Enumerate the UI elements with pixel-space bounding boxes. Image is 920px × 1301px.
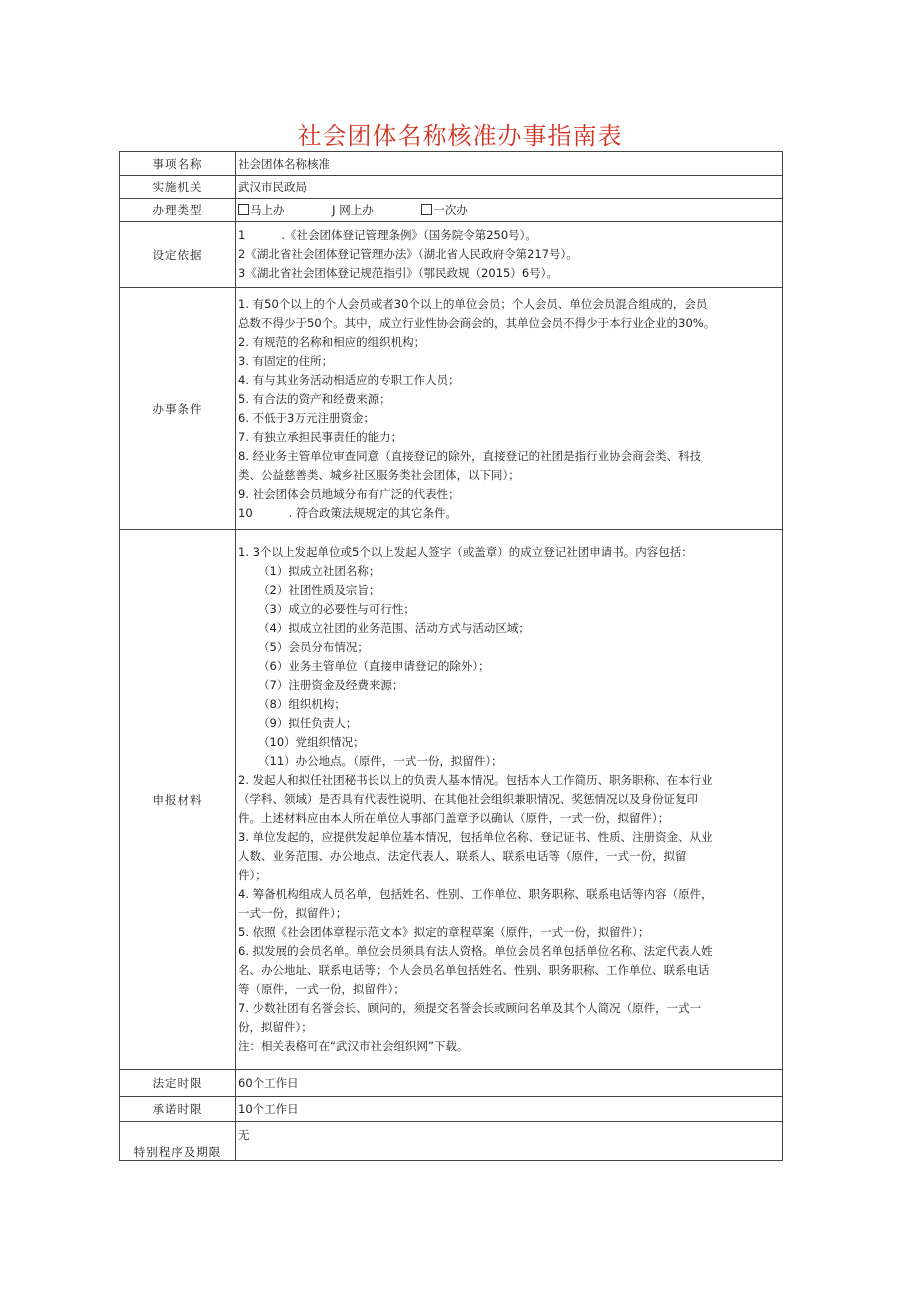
label-special: 特别程序及期限 xyxy=(120,1122,236,1161)
checkbox-icon xyxy=(238,204,249,215)
material-line: 5. 依照《社会团体章程示范文本》拟定的章程草案（原件，一式一份，拟留件）； xyxy=(238,925,650,939)
material-sub-item: （2）社团性质及宗旨； xyxy=(258,583,381,597)
option-once-label: 一次办 xyxy=(433,203,468,217)
row-agency xyxy=(120,176,783,199)
basis-line: 1 .《社会团体登记管理条例》（国务院令第250号）。 xyxy=(238,228,537,242)
condition-line: 8. 经业务主管单位审查同意（直接登记的除外，直接登记的社团是指行业协会商会类、科技 xyxy=(238,448,702,463)
material-sub-item: （9）拟任负责人； xyxy=(258,716,358,730)
material-line: 1. 3个以上发起单位或5个以上发起人签字（或盖章）的成立登记社团申请书。内容包括： xyxy=(238,545,693,559)
value-item-name: 社会团体名称核准 xyxy=(236,152,783,176)
row-item-name xyxy=(120,152,783,176)
guide-table xyxy=(119,151,783,1161)
material-sub-item: （10）党组织情况； xyxy=(258,735,365,749)
material-sub-item: （8）组织机构； xyxy=(258,697,346,711)
page-title: 社会团体名称核准办事指南表 xyxy=(297,122,623,150)
condition-line: 10 . 符合政策法规规定的其它条件。 xyxy=(238,505,457,520)
condition-line: 类、公益慈善类、城乡社区服务类社会团体，以下同）； xyxy=(238,467,520,482)
material-sub-item: （1）拟成立社团名称； xyxy=(258,564,381,578)
material-sub-item: （3）成立的必要性与可行性； xyxy=(258,602,415,616)
value-materials xyxy=(236,530,783,1070)
material-line: 人数、业务范围、办公地点、法定代表人、联系人、联系电话等（原件，一式一份，拟留 xyxy=(238,849,687,863)
material-line: 一式一份，拟留件）； xyxy=(238,906,348,920)
checkbox-icon xyxy=(421,204,432,215)
value-special: 无 xyxy=(236,1122,783,1161)
label-agency: 实施机关 xyxy=(120,176,236,199)
label-process-type: 办理类型 xyxy=(120,199,236,222)
material-line: 2. 发起人和拟任社团秘书长以上的负责人基本情况。包括本人工作简历、职务职称、在本行业 xyxy=(238,773,713,787)
material-line: （学科、领域）是否具有代表性说明、在其他社会组织兼职情况、奖惩情况以及身份证复印 xyxy=(238,792,698,806)
value-agency: 武汉市民政局 xyxy=(236,176,783,199)
basis-line: 2《湖北省社会团体登记管理办法》（湖北省人民政府令第217号）。 xyxy=(238,247,578,261)
row-basis xyxy=(120,222,783,288)
value-process-type xyxy=(236,199,783,222)
material-line: 名、办公地址、联系电话等；个人会员名单包括姓名、性别、职务职称、工作单位、联系电话 xyxy=(238,963,710,977)
condition-line: 总数不得少于50个。其中，成立行业性协会商会的，其单位会员不得少于本行业企业的30%。 xyxy=(238,315,716,330)
material-line: 件。上述材料应由本人所在单位人事部门盖章予以确认（原件，一式一份，拟留件）； xyxy=(238,811,670,825)
material-sub-item: （11）办公地点。（原件，一式一份，拟留件）； xyxy=(258,754,503,768)
condition-line: 1. 有50个以上的个人会员或者30个以上的单位会员；个人会员、单位会员混合组成的，会员 xyxy=(238,296,708,311)
material-line: 件）； xyxy=(238,868,267,882)
condition-line: 7. 有独立承担民事责任的能力； xyxy=(238,429,403,444)
row-promised-time xyxy=(120,1097,783,1122)
row-conditions xyxy=(120,288,783,530)
label-materials: 申报材料 xyxy=(120,530,236,1070)
material-sub-item: （4）拟成立社团的业务范围、活动方式与活动区域； xyxy=(258,621,530,635)
option-online-label: J 网上办 xyxy=(332,203,374,217)
option-instant xyxy=(238,202,285,218)
material-line: 4. 筹备机构组成人员名单，包括姓名、性别、工作单位、职务职称、联系电话等内容（原件， xyxy=(238,887,713,901)
material-line: 3. 单位发起的，应提供发起单位基本情况，包括单位名称、登记证书、性质、注册资金、从业 xyxy=(238,830,713,844)
label-conditions: 办事条件 xyxy=(120,288,236,530)
condition-line: 3. 有固定的住所； xyxy=(238,353,334,368)
material-line: 6. 拟发展的会员名单。单位会员须具有法人资格。单位会员名单包括单位名称、法定代表人姓 xyxy=(238,944,713,958)
value-conditions xyxy=(236,288,783,530)
label-promised-time: 承诺时限 xyxy=(120,1097,236,1122)
condition-line: 2. 有规范的名称和相应的组织机构； xyxy=(238,334,426,349)
material-line: 份，拟留件）； xyxy=(238,1020,313,1034)
value-legal-time: 60个工作日 xyxy=(236,1070,783,1097)
condition-line: 6. 不低于3万元注册资金； xyxy=(238,410,375,425)
label-item-name: 事项名称 xyxy=(120,152,236,176)
basis-line: 3《湖北省社会团体登记规范指引》（鄂民政规（2015）6号）。 xyxy=(238,266,558,280)
material-note: 注：相关表格可在“武汉市社会组织网”下载。 xyxy=(238,1039,469,1053)
label-legal-time: 法定时限 xyxy=(120,1070,236,1097)
row-special xyxy=(120,1122,783,1161)
condition-line: 4. 有与其业务活动相适应的专职工作人员； xyxy=(238,372,460,387)
option-online xyxy=(332,202,374,218)
row-legal-time xyxy=(120,1070,783,1097)
material-line: 7. 少数社团有名誉会长、顾问的，须提交名誉会长或顾问名单及其个人简况（原件，一式一 xyxy=(238,1001,702,1015)
label-basis: 设定依据 xyxy=(120,222,236,288)
material-sub-item: （7）注册资金及经费来源； xyxy=(258,678,404,692)
value-basis xyxy=(236,222,783,288)
option-once xyxy=(421,202,468,218)
row-materials xyxy=(120,530,783,1070)
option-instant-label: 马上办 xyxy=(250,203,285,217)
condition-line: 9. 社会团体会员地域分布有广泛的代表性； xyxy=(238,486,460,501)
material-sub-item: （5）会员分布情况； xyxy=(258,640,369,654)
material-sub-item: （6）业务主管单位（直接申请登记的除外）； xyxy=(258,659,490,673)
condition-line: 5. 有合法的资产和经费来源； xyxy=(238,391,391,406)
material-line: 等（原件，一式一份，拟留件）； xyxy=(238,982,405,996)
value-promised-time: 10个工作日 xyxy=(236,1097,783,1122)
row-process-type xyxy=(120,199,783,222)
